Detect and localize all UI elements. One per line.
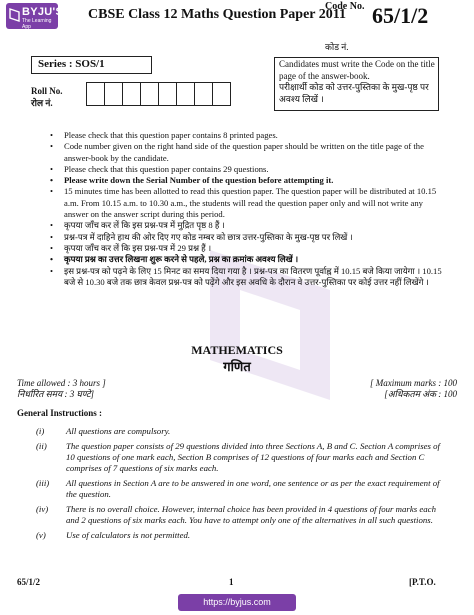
list-item: • Please check that this question paper contains 8 printed pages. [50,130,278,140]
byjus-url-link[interactable]: https://byjus.com [178,594,296,611]
roll-cell [86,82,105,106]
code-number: 65/1/2 [372,3,429,28]
pto-label: [P.T.O. [409,577,436,587]
candidate-note-en: Candidates must write the Code on the title page of the answer-book. [279,59,435,81]
paper-title: CBSE Class 12 Maths Question Paper 2011 [88,7,346,22]
time-allowed [17,378,106,400]
list-item: • कृपया जाँच कर लें कि इस प्रश्न-पत्र में 29 प्रश्न हैं । [50,242,212,253]
roll-cell [158,82,177,106]
maximum-marks-hi: [अधिकतम अंक : 100 [384,389,457,399]
logo-name: BYJU'S [22,6,64,18]
byjus-logo [6,3,64,30]
logo-tagline: The Learning App [22,18,52,30]
roll-cell [122,82,141,106]
candidate-note [279,59,437,105]
roll-cell [176,82,195,106]
roll-label-hi: रोल नं. [31,98,53,108]
page-number: 1 [229,577,234,587]
list-item: • Please check that this question paper contains 29 questions. [50,163,269,174]
general-instructions-list [36,426,441,545]
list-item: • 15 minutes time has been allotted to read this question paper. The question paper will be distributed at 10.15 a.m. From 10.15 a.m. to 10.30 a.m., the students will read the question paper only and will not write any answer on the answer script during this period. [50,186,437,220]
roll-cell [140,82,159,106]
roll-label-en: Roll No. [31,86,63,96]
list-item: • कृपया प्रश्न का उत्तर लिखना शुरू करने से पहले, प्रश्न का क्रमांक अवश्य लिखें । [50,254,299,265]
maximum-marks [327,378,457,400]
roll-cell [212,82,231,106]
code-label: Code No. [325,1,365,12]
list-item: • Please write down the Serial Number of the question before attempting it. [50,175,334,186]
footer-code: 65/1/2 [17,577,41,587]
time-allowed-en: Time allowed : 3 hours ] [17,378,106,388]
byjus-logo-icon [9,8,20,22]
list-item: • Code number given on the right hand side of the question paper should be written on the title page of the answer-book by the candidate. [50,141,424,163]
list-item: • कृपया जाँच कर लें कि इस प्रश्न-पत्र में मुद्रित पृष्ठ 8 हैं । [50,220,225,231]
general-instructions-heading: General Instructions : [17,408,102,418]
instructions-list [48,130,448,288]
series-label: Series : SOS/1 [38,58,105,70]
list-item: (iv) There is no overall choice. However, internal choice has been provided in 4 questions of four marks each and 2 questions of six marks each. You have to attempt only one of the alternatives in all such questions. [36,504,436,525]
list-item: (i) All questions are compulsory. [36,426,171,436]
roll-cell [104,82,123,106]
candidate-note-hi: परीक्षार्थी कोड को उत्तर-पुस्तिका के मुख-पृष्ठ पर अवश्य लिखें । [279,82,429,104]
list-item: (v) Use of calculators is not permitted. [36,530,191,540]
list-item: (iii) All questions in Section A are to be answered in one word, one sentence or as per the exact requirement of the question. [36,478,440,499]
subject-title: MATHEMATICS [191,343,283,357]
roll-cell [194,82,213,106]
roll-label [31,85,63,109]
list-item: • इस प्रश्न-पत्र को पढ़ने के लिए 15 मिनट का समय दिया गया है । प्रश्न-पत्र का वितरण पूर्वाह्न में 10.15 बजे किया जायेगा । 10.15 बजे से 10.30 बजे तक छात्र केवल प्रश्न-पत्र को पढ़ेंगे और इस अवधि के दौरान वे उत्तर-पुस्तिका पर कोई उत्तर नहीं लिखेंगे । [50,265,442,287]
subject-title-hindi: गणित [223,359,251,374]
list-item: (ii) The question paper consists of 29 questions divided into three Sections A, B and C. Section A comprises of 10 questions of one mark each, Section B comprises of 12 questions of four marks each and Section C comprises of 7 questions of six marks each. [36,441,441,473]
code-label-hindi: कोड नं. [325,42,349,52]
maximum-marks-en: [ Maximum marks : 100 [370,378,457,388]
list-item: • प्रश्न-पत्र में दाहिने हाथ की ओर दिए गए कोड नम्बर को छात्र उत्तर-पुस्तिका के मुख-पृष्ठ पर लिखें । [50,231,353,242]
time-allowed-hi: निर्धारित समय : 3 घण्टे] [17,389,95,399]
